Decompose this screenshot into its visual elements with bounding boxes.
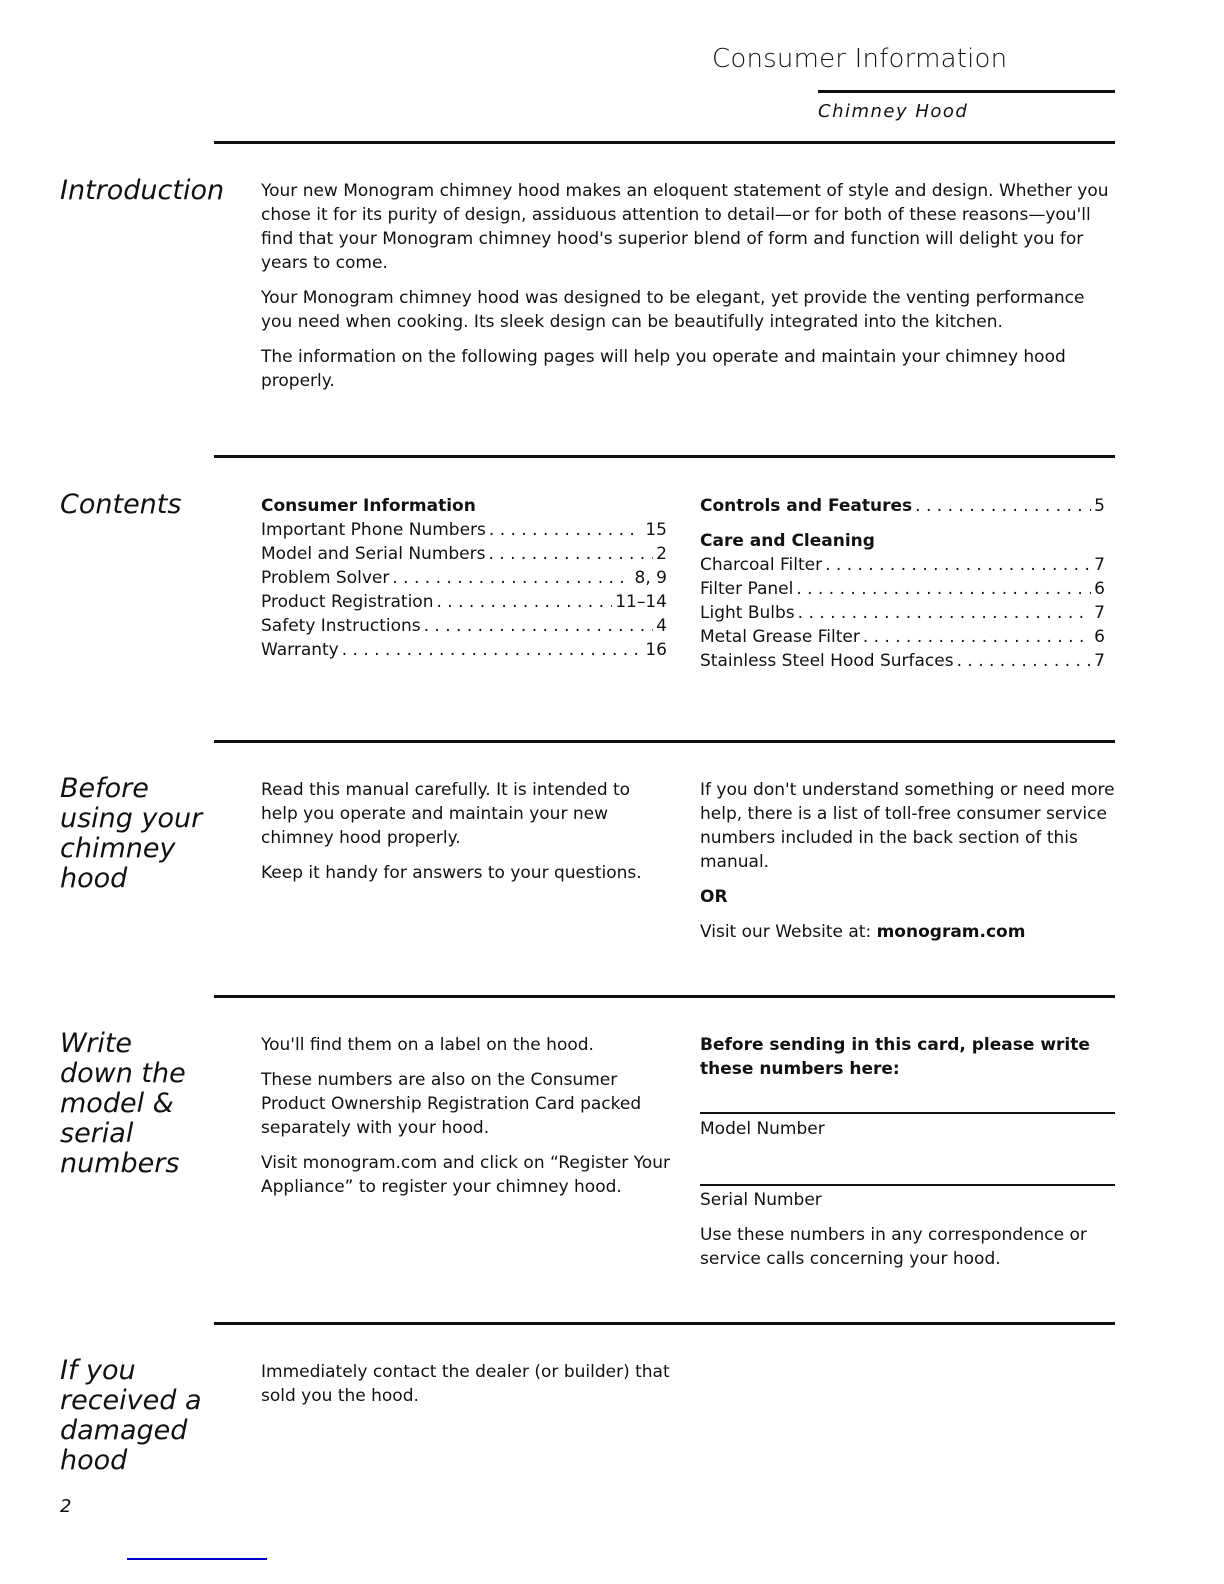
toc-leader [342,638,643,662]
section-divider [214,740,1115,743]
heading-line: damaged [60,1415,188,1446]
toc-label: Filter Panel [700,579,794,599]
section-title: Consumer Information [712,44,1008,74]
model-serial-left [261,1033,676,1210]
serial-number-field[interactable] [700,1184,1115,1186]
toc-leader [957,649,1092,673]
toc-leader [915,494,1091,518]
toc-page: 7 [1094,651,1105,671]
heading-line: hood [60,863,128,894]
intro-paragraph: Your Monogram chimney hood was designed to be elegant, yet provide the venting performance you need when cooking. Its sleek design can be beautifully integrated into the kitchen. [261,288,1085,332]
toc-group-title: Consumer Information [261,496,476,516]
toc-label: Charcoal Filter [700,555,823,575]
toc-label: Warranty [261,640,339,660]
before-using-right [700,778,1115,955]
toc-leader [825,553,1091,577]
toc-entry[interactable] [261,638,667,662]
toc-entry[interactable] [261,566,667,590]
introduction-body [261,179,1121,404]
toc-leader [796,577,1091,601]
toc-leader [798,601,1092,625]
paragraph: Keep it handy for answers to your questions. [261,863,642,883]
website-line [700,920,1115,944]
toc-entry[interactable] [700,553,1105,577]
toc-entry[interactable] [261,542,667,566]
heading-line: Before [60,773,149,804]
paragraph: You'll find them on a label on the hood. [261,1035,594,1055]
toc-entry[interactable] [261,614,667,638]
heading-line: hood [60,1445,128,1476]
toc-entry[interactable] [700,625,1105,649]
model-number-label: Model Number [700,1119,825,1139]
section-divider [214,1322,1115,1325]
toc-group-title: Care and Cleaning [700,531,875,551]
toc-entry[interactable] [700,601,1105,625]
intro-paragraph: The information on the following pages will help you operate and maintain your chimney hood properly. [261,347,1066,391]
page-number: 2 [60,1496,72,1517]
toc-page: 4 [656,616,667,636]
model-serial-heading [60,1029,186,1179]
toc-entry[interactable] [700,577,1105,601]
toc-page: 7 [1094,555,1105,575]
header-divider [818,90,1115,93]
write-numbers-instruction: Before sending in this card, please write these numbers here: [700,1035,1090,1079]
heading-line: serial [60,1118,134,1149]
contents-heading: Contents [60,489,182,520]
before-using-heading [60,774,202,894]
toc-page: 2 [656,544,667,564]
heading-line: using your [60,803,203,834]
toc-page: 15 [645,520,667,540]
toc-entry-controls[interactable] [700,494,1105,518]
toc-label: Product Registration [261,592,434,612]
section-divider [214,455,1115,458]
toc-leader [392,566,631,590]
toc-label: Important Phone Numbers [261,520,486,540]
toc-label: Metal Grease Filter [700,627,860,647]
toc-page: 5 [1094,496,1105,516]
heading-line: numbers [60,1148,180,1179]
numbers-usage-note: Use these numbers in any correspondence or service calls concerning your hood. [700,1225,1087,1269]
toc-page: 6 [1094,579,1105,599]
toc-page: 7 [1094,603,1105,623]
toc-entry[interactable] [261,518,667,542]
section-divider [214,141,1115,144]
toc-leader [489,518,642,542]
toc-label: Stainless Steel Hood Surfaces [700,651,954,671]
paragraph: Read this manual carefully. It is intended to help you operate and maintain your new chimney hood properly. [261,780,631,848]
product-subtitle: Chimney Hood [818,101,969,122]
toc-entry[interactable] [261,590,667,614]
toc-label: Controls and Features [700,496,913,516]
serial-number-label: Serial Number [700,1190,822,1210]
model-number-field[interactable] [700,1112,1115,1114]
heading-line: received a [60,1385,202,1416]
toc-leader [489,542,654,566]
heading-line: Write [60,1028,133,1059]
damaged-heading [60,1356,202,1476]
heading-line: If you [60,1355,136,1386]
intro-paragraph: Your new Monogram chimney hood makes an eloquent statement of style and design. Whether you chose it for its purity of design, assiduous attention to detail—or for both of these reasons—you'll find that your Monogram chimney hood's superior blend of form and function will delight you for years to come. [261,181,1109,273]
link-underline [127,1558,267,1560]
toc-right-column [700,494,1105,673]
toc-label: Safety Instructions [261,616,421,636]
toc-label: Model and Serial Numbers [261,544,486,564]
toc-left-column [261,494,667,662]
heading-line: down the [60,1058,186,1089]
toc-page: 8, 9 [634,568,667,588]
toc-leader [863,625,1091,649]
toc-page: 16 [645,640,667,660]
paragraph: Visit monogram.com and click on “Register Your Appliance” to register your chimney hood. [261,1153,670,1197]
toc-page: 11–14 [615,592,667,612]
website-prefix: Visit our Website at: [700,922,877,942]
toc-label: Problem Solver [261,568,390,588]
toc-entry[interactable] [700,649,1105,673]
toc-page: 6 [1094,627,1105,647]
section-divider [214,995,1115,998]
or-label: OR [700,887,728,907]
toc-leader [424,614,654,638]
paragraph: These numbers are also on the Consumer Product Ownership Registration Card packed separately with your hood. [261,1070,642,1138]
website-link[interactable]: monogram.com [876,922,1026,942]
damaged-text: Immediately contact the dealer (or builder) that sold you the hood. [261,1362,670,1406]
introduction-heading: Introduction [60,175,225,206]
paragraph: If you don't understand something or need more help, there is a list of toll-free consumer service numbers included in the back section of this manual. [700,780,1115,872]
toc-label: Light Bulbs [700,603,795,623]
toc-leader [436,590,612,614]
before-using-left [261,778,661,896]
heading-line: chimney [60,833,176,864]
heading-line: model & [60,1088,174,1119]
